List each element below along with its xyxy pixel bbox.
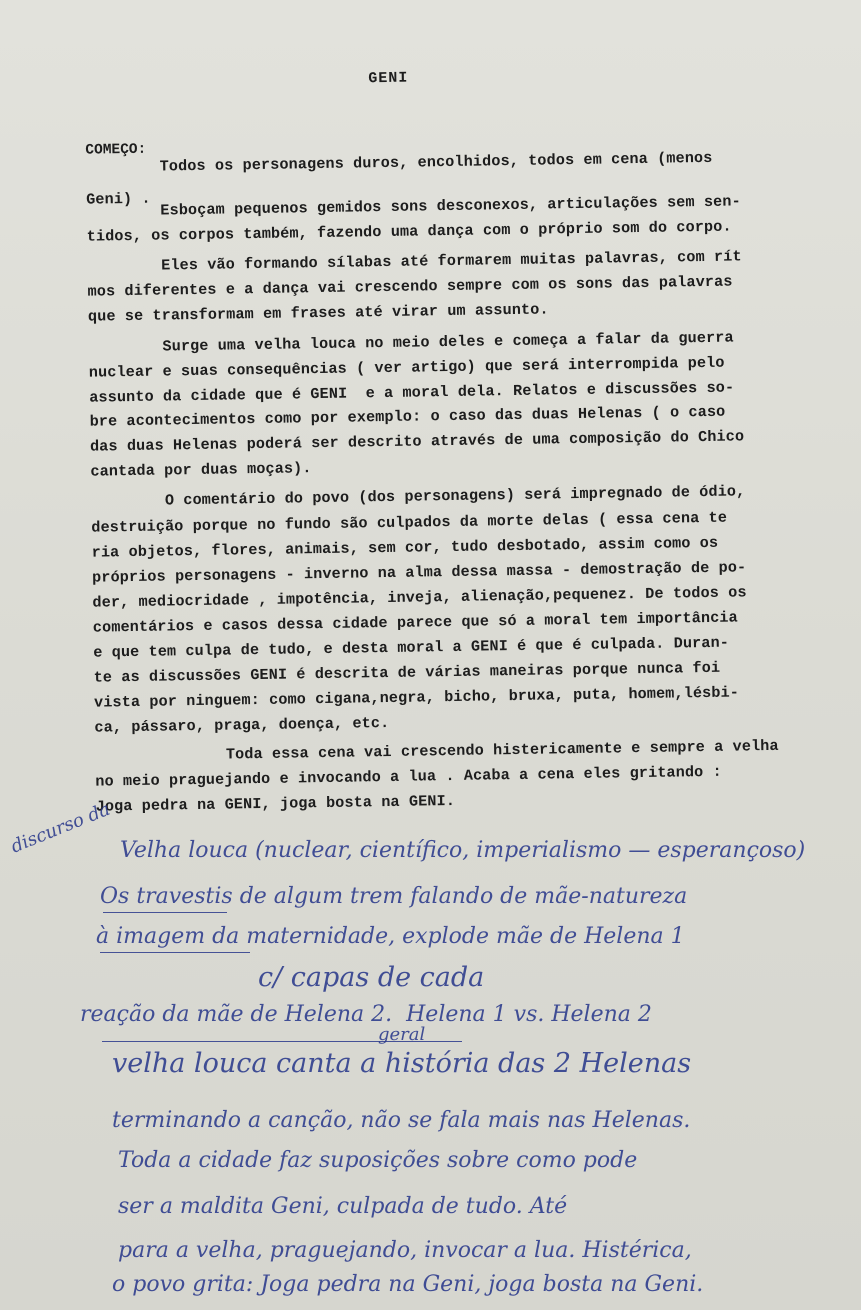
typed-line: destruição porque no fundo são culpados da morte delas ( essa cena te — [91, 508, 728, 537]
typed-line: que se transformam em frases até virar um assunto. — [87, 300, 549, 326]
handwritten-note: Velha louca (nuclear, científico, imperialismo — esperançoso) — [120, 838, 806, 863]
handwritten-underline — [100, 952, 250, 953]
handwritten-underline — [103, 912, 227, 913]
typed-line: cantada por duas moças). — [90, 459, 312, 481]
typed-line: Eles vão formando sílabas até formarem muitas palavras, com rít — [161, 247, 742, 275]
typed-line: próprios personagens - inverno na alma dessa massa - demostração de po- — [91, 558, 747, 587]
typed-line: te as discussões GENI é descrita de várias maneiras porque nunca foi — [93, 658, 721, 687]
handwritten-note: à imagem da maternidade, explode mãe de Helena 1 — [96, 924, 685, 949]
handwritten-note: Os travestis de algum trem falando de mãe-natureza — [100, 884, 688, 909]
typed-line: O comentário do povo (dos personagens) será impregnado de ódio, — [164, 482, 746, 510]
typed-line: nuclear e suas consequências ( ver artigo) que será interrompida pelo — [88, 353, 725, 382]
typed-line: vista por ninguem: como cigana,negra, bicho, bruxa, puta, homem,lésbi- — [93, 683, 740, 712]
handwritten-note: o povo grita: Joga pedra na Geni, joga bosta na Geni. — [112, 1272, 704, 1297]
handwritten-note: para a velha, praguejando, invocar a lua. Histérica, — [118, 1238, 692, 1263]
handwritten-note: ser a maldita Geni, culpada de tudo. Até — [118, 1194, 568, 1219]
handwritten-note: terminando a canção, não se fala mais nas Helenas. — [112, 1108, 691, 1133]
typed-line: mos diferentes e a dança vai crescendo sempre com os sons das palavras — [87, 272, 733, 301]
document-title: GENI — [368, 69, 409, 88]
handwritten-note: discurso da — [8, 798, 114, 858]
section-heading: COMEÇO: — [85, 141, 147, 159]
handwritten-note: geral — [378, 1024, 426, 1045]
typed-line: Todos os personagens duros, encolhidos, todos em cena (menos — [159, 148, 713, 176]
handwritten-note: Toda a cidade faz suposições sobre como pode — [118, 1148, 638, 1173]
typed-line: Toda essa cena vai crescendo histericamente e sempre a velha — [225, 736, 779, 764]
handwritten-note: c/ capas de cada — [258, 962, 485, 993]
handwritten-note: velha louca canta a história das 2 Helenas — [112, 1048, 692, 1079]
typed-line: no meio praguejando e invocando a lua . Acaba a cena eles gritando : — [95, 762, 722, 791]
typed-line: ria objetos, flores, animais, sem cor, tudo desbotado, assim como os — [91, 533, 719, 562]
typed-line: ca, pássaro, praga, doença, etc. — [94, 713, 390, 737]
typed-line: das duas Helenas poderá ser descrito através de uma composição do Chico — [89, 427, 745, 456]
typed-line: der, mediocridade , impotência, inveja, alienação,pequenez. De todos os — [92, 583, 747, 612]
typed-line: Geni) . — [86, 189, 151, 209]
typed-line: Esboçam pequenos gemidos sons desconexos, articulações sem sen- — [160, 192, 741, 220]
typed-line: e que tem culpa de tudo, e desta moral a GENI é que é culpada. Duran- — [93, 633, 730, 662]
typed-line: tidos, os corpos também, fazendo uma dança com o próprio som do corpo. — [86, 217, 732, 246]
typed-line: comentários e casos dessa cidade parece que só a moral tem importância — [92, 608, 738, 637]
typed-line: assunto da cidade que é GENI e a moral dela. Relatos e discussões so- — [89, 378, 735, 407]
typed-line: bre acontecimentos como por exemplo: o caso das duas Helenas ( o caso — [89, 402, 726, 431]
typed-line: Surge uma velha louca no meio deles e começa a falar da guerra — [162, 328, 734, 356]
handwritten-note: reação da mãe de Helena 2. Helena 1 vs. Helena 2 — [80, 1002, 652, 1027]
typed-line: Joga pedra na GENI, joga bosta na GENI. — [95, 791, 456, 816]
